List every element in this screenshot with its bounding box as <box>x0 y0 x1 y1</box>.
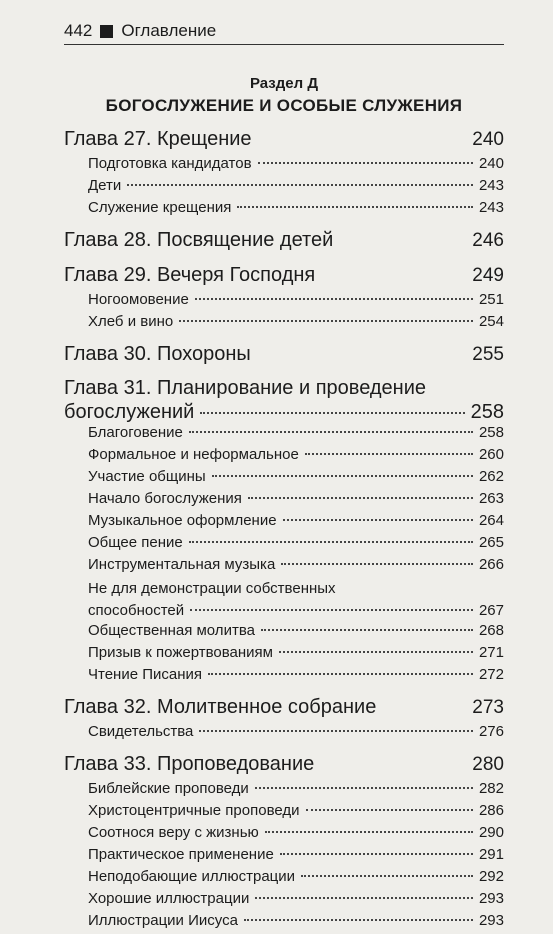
chapter-31 <box>64 376 504 424</box>
item-page: 291 <box>478 846 504 863</box>
item-title: Христоцентричные проповеди <box>88 802 300 819</box>
item-title: Хорошие иллюстрации <box>88 890 250 907</box>
chapter-title-line2: богослужений <box>64 401 195 423</box>
item-page: 267 <box>478 602 504 619</box>
chapter-page: 258 <box>470 401 504 423</box>
item-title: Общественная молитва <box>88 622 255 639</box>
item-page: 292 <box>478 868 504 885</box>
toc-item <box>64 313 504 335</box>
chapter-title: Глава 29. Вечеря Господня <box>64 264 316 286</box>
chapter-title-line1: Глава 31. Планирование и проведение <box>64 377 427 399</box>
table-of-contents <box>64 126 504 934</box>
item-page: 266 <box>478 556 504 573</box>
section-title: БОГОСЛУЖЕНИЕ И ОСОБЫЕ СЛУЖЕНИЯ <box>105 96 463 115</box>
item-page: 243 <box>478 199 504 216</box>
item-page: 293 <box>478 890 504 907</box>
chapter-29 <box>64 264 504 291</box>
toc-item <box>64 155 504 177</box>
chapter-page: 249 <box>472 265 504 286</box>
chapter-title: Глава 33. Проповедование <box>64 753 315 775</box>
chapter-page: 240 <box>472 129 504 150</box>
item-title: Общее пение <box>88 534 183 551</box>
toc-item <box>64 199 504 221</box>
item-page: 251 <box>478 291 504 308</box>
item-title: Начало богослужения <box>88 490 242 507</box>
toc-item <box>64 534 504 556</box>
item-page: 293 <box>478 912 504 929</box>
item-page: 262 <box>478 468 504 485</box>
item-page: 258 <box>478 424 504 441</box>
chapter-33 <box>64 753 504 780</box>
toc-item-wrapped <box>64 578 504 622</box>
toc-item <box>64 622 504 644</box>
toc-item <box>64 177 504 199</box>
item-title: Инструментальная музыка <box>88 556 276 573</box>
item-title: Библейские проповеди <box>88 780 249 797</box>
square-bullet-icon <box>100 25 113 38</box>
toc-item <box>64 868 504 890</box>
item-page: 254 <box>478 313 504 330</box>
toc-item <box>64 912 504 934</box>
item-title: Соотнося веру с жизнью <box>88 824 259 841</box>
chapter-28 <box>64 229 504 256</box>
chapter-27 <box>64 128 504 155</box>
item-page: 276 <box>478 723 504 740</box>
item-title: Чтение Писания <box>88 666 203 683</box>
header-title: Оглавление <box>121 21 217 40</box>
toc-item <box>64 424 504 446</box>
item-title-line1: Не для демонстрации собственных <box>88 580 336 597</box>
item-page: 272 <box>478 666 504 683</box>
section-label: Раздел Д <box>249 75 319 92</box>
item-page: 260 <box>478 446 504 463</box>
item-title: Иллюстрации Иисуса <box>88 912 238 929</box>
item-title: Служение крещения <box>88 199 232 216</box>
item-page: 271 <box>478 644 504 661</box>
chapter-title: Глава 28. Посвящение детей <box>64 229 334 251</box>
item-page: 243 <box>478 177 504 194</box>
item-page: 240 <box>478 155 504 172</box>
item-title: Ногоомовение <box>88 291 189 308</box>
chapter-page: 280 <box>472 754 504 775</box>
running-header <box>64 18 504 45</box>
item-page: 264 <box>478 512 504 529</box>
item-title: Неподобающие иллюстрации <box>88 868 296 885</box>
toc-item <box>64 780 504 802</box>
toc-item <box>64 824 504 846</box>
item-title: Дети <box>88 177 122 194</box>
item-page: 286 <box>478 802 504 819</box>
item-title: Формальное и неформальное <box>88 446 299 463</box>
toc-item <box>64 446 504 468</box>
item-title: Хлеб и вино <box>88 313 174 330</box>
item-page: 265 <box>478 534 504 551</box>
chapter-32 <box>64 696 504 723</box>
item-page: 268 <box>478 622 504 639</box>
item-page: 282 <box>478 780 504 797</box>
chapter-30 <box>64 343 504 370</box>
chapter-title: Глава 27. Крещение <box>64 128 252 150</box>
chapter-page: 255 <box>472 344 504 365</box>
page-number: 442 <box>64 21 93 40</box>
item-title: Подготовка кандидатов <box>88 155 252 172</box>
chapter-title: Глава 32. Молитвенное собрание <box>64 696 377 718</box>
toc-item <box>64 666 504 688</box>
toc-item <box>64 723 504 745</box>
item-title: Практическое применение <box>88 846 274 863</box>
item-title: Музыкальное оформление <box>88 512 277 529</box>
toc-item <box>64 468 504 490</box>
toc-item <box>64 802 504 824</box>
chapter-page: 246 <box>472 230 504 251</box>
item-title-line2: способностей <box>88 602 185 619</box>
item-title: Благоговение <box>88 424 183 441</box>
toc-item <box>64 556 504 578</box>
toc-item <box>64 846 504 868</box>
item-title: Призыв к пожертвованиям <box>88 644 273 661</box>
chapter-title: Глава 30. Похороны <box>64 343 251 365</box>
item-page: 263 <box>478 490 504 507</box>
toc-item <box>64 890 504 912</box>
chapter-page: 273 <box>472 697 504 718</box>
item-page: 290 <box>478 824 504 841</box>
toc-item <box>64 512 504 534</box>
toc-item <box>64 490 504 512</box>
toc-item <box>64 644 504 666</box>
item-title: Свидетельства <box>88 723 194 740</box>
item-title: Участие общины <box>88 468 206 485</box>
toc-item <box>64 291 504 313</box>
